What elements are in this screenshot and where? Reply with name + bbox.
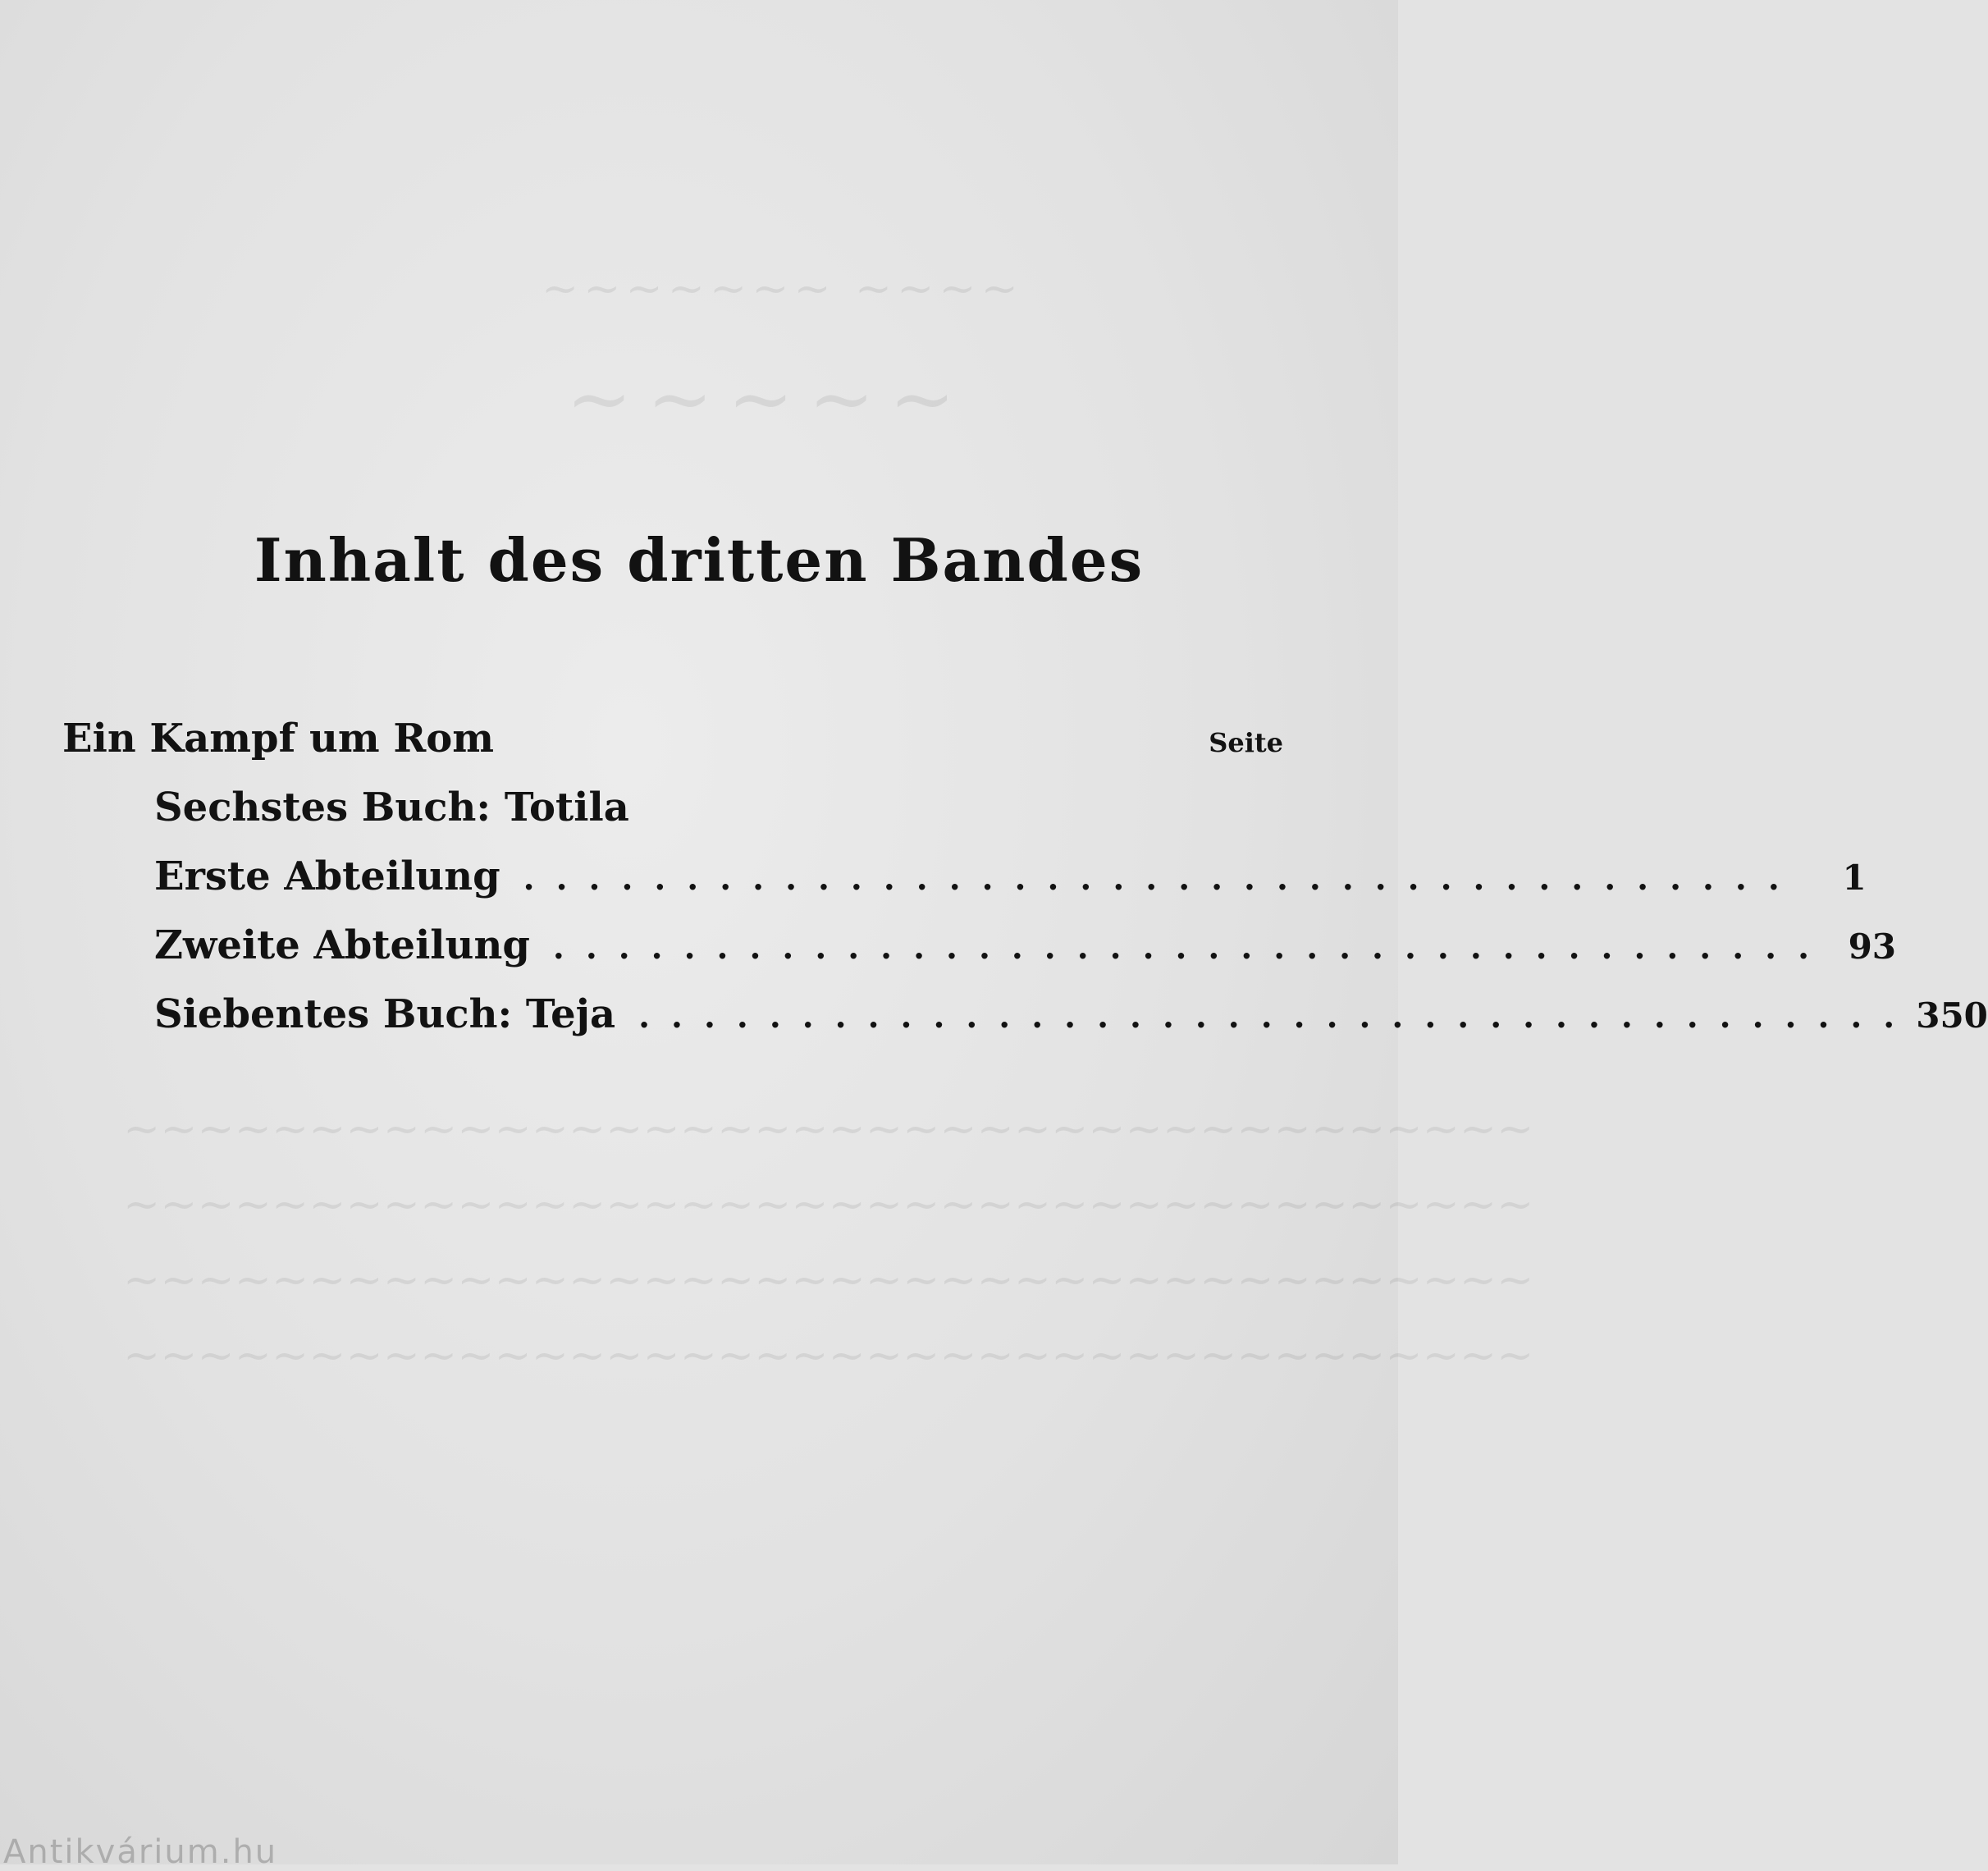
toc-entry-label: Sechstes Buch: Totila	[154, 785, 629, 830]
dot-leader: .......................................	[523, 859, 1801, 898]
toc-entry-label: Erste Abteilung	[154, 853, 500, 899]
toc-entry-page: 93	[1848, 926, 1897, 967]
show-through-text: ~~~~~~~~~~~~~~~~~~~~~~~~~~~~~~~~~~~~~~ ~~~~~~~~~~~~~~~~~~~~~~~~~~~~~~~~~~~~~~ ~~~~~~~~~~~~~~~~~~~~~~~~~~~~~~~~~~~~~~ ~~~~~~~~~~~~~~~~~~~~~~~~~~~~~~~~~~~~~~	[123, 1103, 1534, 1381]
toc-entry-label: Siebentes Buch: Teja	[154, 991, 616, 1037]
toc-entry-page: 1	[1842, 858, 1867, 898]
toc-heading-row	[62, 716, 1283, 785]
show-through-text: ~~~~~	[566, 353, 971, 445]
toc-heading: Ein Kampf um Rom	[62, 716, 495, 762]
watermark: Antikvárium.hu	[3, 1833, 278, 1871]
show-through-text: ~~~~~~~ ~~~~	[542, 263, 1023, 314]
toc-entry	[62, 922, 1897, 991]
page-title: Inhalt des dritten Bandes	[254, 525, 1145, 595]
dot-leader: .......................................	[552, 928, 1831, 967]
table-of-contents	[62, 716, 1988, 1060]
page-column-label: Seite	[1209, 727, 1283, 758]
toc-entry	[62, 853, 1867, 922]
toc-entry-page: 350	[1916, 995, 1988, 1036]
dot-leader: .......................................	[638, 997, 1917, 1036]
toc-entry-label: Zweite Abteilung	[154, 922, 530, 968]
toc-entry	[62, 991, 1988, 1060]
toc-entry	[62, 785, 1283, 853]
